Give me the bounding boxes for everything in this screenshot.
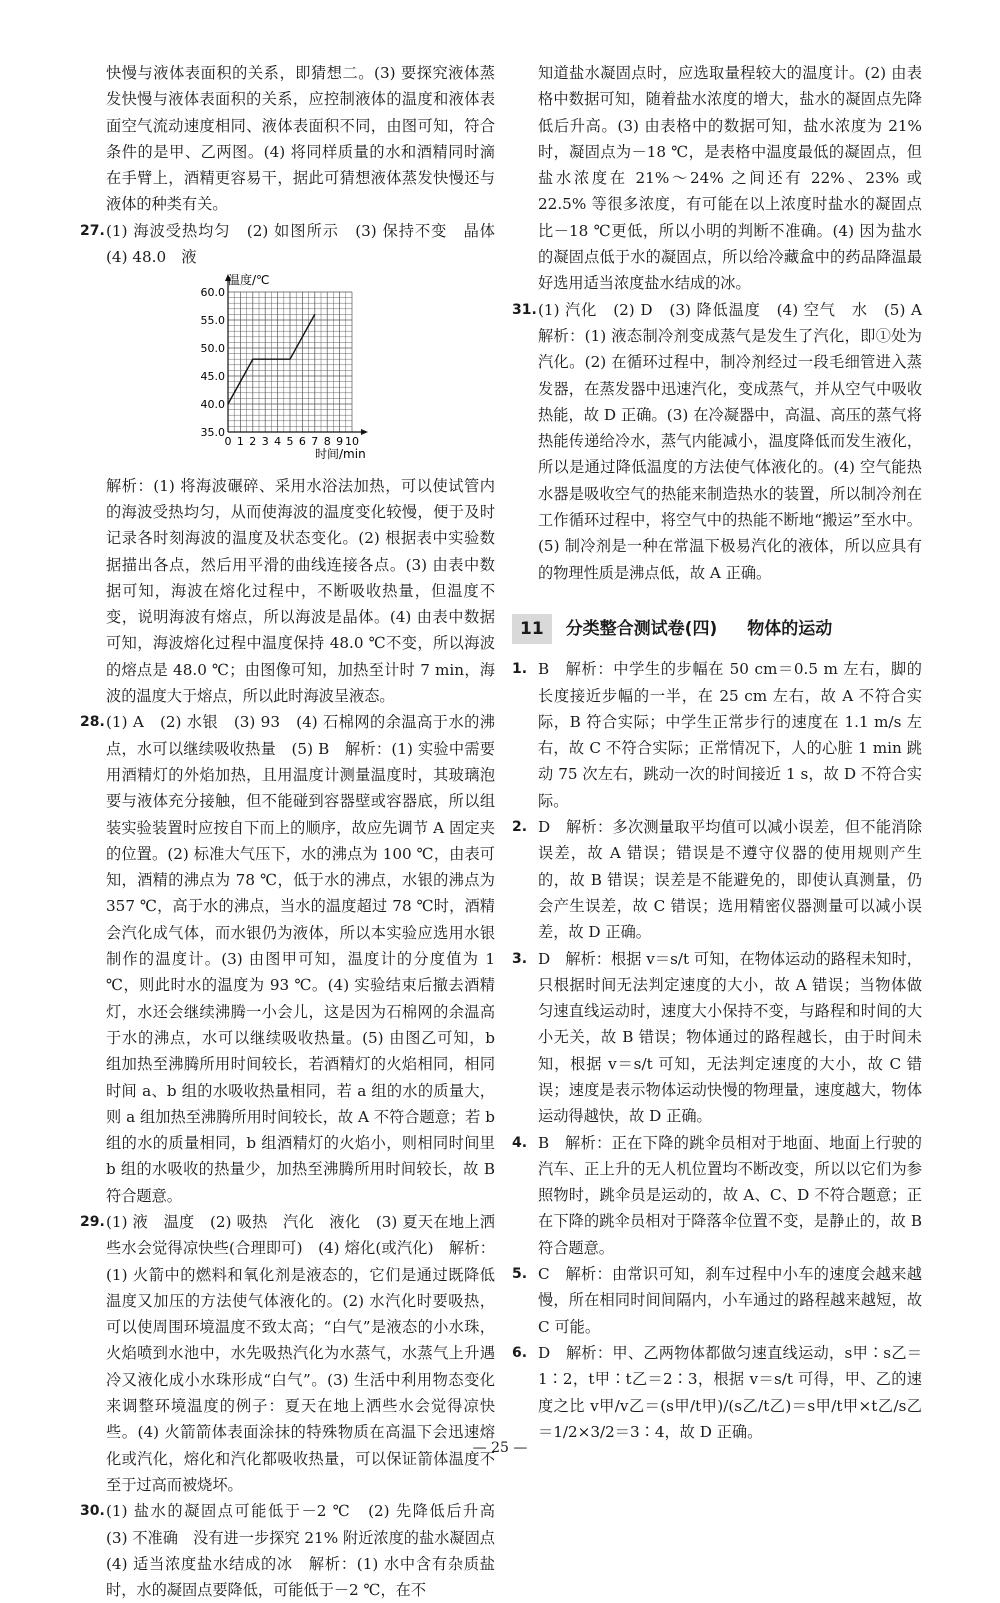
x-tick-label: 7 <box>311 435 318 448</box>
x-tick-label: 8 <box>324 435 331 448</box>
q26-continuation: 快慢与液体表面积的关系，即猜想二。(3) 要探究液体蒸发快慢与液体表面积的关系，应控制液体的温度和液体表面空气流动速度相同、液体表面积不同，由图可知，符合条件的是甲、乙两图。(4) 将同样质量的水和酒精同时滴在手臂上，酒精更容易干，据此可猜想液体蒸发快慢还与液体的种类有关。 <box>80 60 495 218</box>
x-tick-label: 1 <box>237 435 244 448</box>
answer-text: (1) A (2) 水银 (3) 93 (4) 石棉网的余温高于水的沸点，水可以继续吸收热量 (5) B 解析：(1) 实验中需要用酒精灯的外焰加热，且用温度计测量温度时，其玻璃泡要与液体充分接触，但不能碰到容器壁或容器底，所以组装实验装置时应按自下而上的顺序，故应先调节 A 固定夹的位置。(2) 标准大气压下，水的沸点为 100 ℃，由表可知，酒精的沸点为 78 ℃，低于水的沸点，水银的沸点为 357 ℃，高于水的沸点，当水的温度超过 78 ℃时，酒精会汽化成气体，而水银仍为液体，所以本实验应选用水银制作的温度计。(3) 由图甲可知，温度计的分度值为 1 ℃，则此时水的温度为 93 ℃。(4) 实验结束后撤去酒精灯，水还会继续沸腾一小会儿，这是因为石棉网的余温高于水的沸点，水可以继续吸收热量。(5) 由图乙可知，b 组加热至沸腾所用时间较长，若酒精灯的火焰相同，相同时间 a、b 组的水吸收热量相同，若 a 组的水的质量大，则 a 组加热至沸腾所用时间较长，故 A 不符合题意；若 b 组的水的质量相同，b 组酒精灯的火焰小，则相同时间里 b 组的水吸收的热量少，加热至沸腾所用时间较长，故 B 符合题意。 <box>106 709 495 1209</box>
question-number: 30. <box>80 1498 106 1603</box>
y-tick-label: 55.0 <box>201 314 226 327</box>
answer-text: D 解析：根据 v＝s/t 可知，在物体运动的路程未知时，只根据时间无法判定速度的大小，故 A 错误；当物体做匀速直线运动时，速度大小保持不变，与路程和时间的大小无关，故 B 错误；物体通过的路程越长，由于时间未知，根据 v＝s/t 可知，无法判定速度的大小，故 C 错误；速度是表示物体运动快慢的物理量，速度越大，物体运动得越快，故 D 正确。 <box>538 946 922 1130</box>
question-6 <box>512 1340 922 1445</box>
question-4 <box>512 1130 922 1261</box>
question-number: 29. <box>80 1209 106 1498</box>
question-5 <box>512 1261 922 1340</box>
question-28 <box>80 709 495 1209</box>
y-tick-label: 40.0 <box>201 398 226 411</box>
question-number: 27. <box>80 218 106 271</box>
x-tick-label: 10 <box>345 435 359 448</box>
x-tick-label: 0 <box>225 435 232 448</box>
question-2 <box>512 814 922 945</box>
answer-text: C 解析：由常识可知，刹车过程中小车的速度会越来越慢，所在相同时间间隔内，小车通过的路程越来越短，故 C 可能。 <box>538 1261 922 1340</box>
y-tick-label: 45.0 <box>201 370 226 383</box>
x-tick-label: 5 <box>287 435 294 448</box>
question-3 <box>512 946 922 1130</box>
question-number: 4. <box>512 1130 538 1261</box>
question-number: 2. <box>512 814 538 945</box>
left-column <box>80 60 495 1603</box>
answer-text: (1) 海波受热均匀 (2) 如图所示 (3) 保持不变 晶体 (4) 48.0 液 <box>106 218 495 271</box>
right-column <box>512 60 922 1445</box>
x-axis-arrow <box>361 429 368 435</box>
answer-text: B 解析：正在下降的跳伞员相对于地面、地面上行驶的汽车、正上升的无人机位置均不断改变，所以以它们为参照物时，跳伞员是运动的，故 A、C、D 不符合题意；正在下降的跳伞员相对于降落伞位置不变，是静止的，故 B 符合题意。 <box>538 1130 922 1261</box>
question-number: 28. <box>80 709 106 1209</box>
x-tick-label: 6 <box>299 435 306 448</box>
question-30 <box>80 1498 495 1603</box>
y-tick-label: 35.0 <box>201 426 226 439</box>
y-tick-label: 50.0 <box>201 342 226 355</box>
question-number: 6. <box>512 1340 538 1445</box>
section-title: 分类整合测试卷(四) <box>566 616 718 642</box>
answer-text: D 解析：甲、乙两物体都做匀速直线运动，s甲∶s乙＝1∶2，t甲∶t乙＝2∶3，根据 v＝s/t 可得，甲、乙的速度之比 v甲/v乙＝(s甲/t甲)/(s乙/t乙)＝s甲/t甲×t乙/s乙＝1/2×3/2＝3∶4，故 D 正确。 <box>538 1340 922 1445</box>
x-tick-label: 2 <box>249 435 256 448</box>
q30-continuation: 知道盐水凝固点时，应选取量程较大的温度计。(2) 由表格中数据可知，随着盐水浓度的增大，盐水的凝固点先降低后升高。(3) 由表格中的数据可知，盐水浓度为 21% 时，凝固点为－18 ℃，是表格中温度最低的凝固点，但盐水浓度在 21%～24% 之间还有 22%、23% 或 22.5% 等很多浓度，有可能在以上浓度时盐水的凝固点比－18 ℃更低，所以小明的判断不准确。(4) 因为盐水的凝固点低于水的凝固点，所以给冷藏盒中的药品降温最好选用适当浓度盐水结成的冰。 <box>512 60 922 297</box>
chart-container <box>80 272 495 470</box>
question-27 <box>80 218 495 271</box>
answer-text: B 解析：中学生的步幅在 50 cm＝0.5 m 左右，脚的长度接近步幅的一半，在 25 cm 左右，故 A 不符合实际，B 符合实际；中学生正常步行的速度在 1.1 m/s 左右，故 C 不符合实际；正常情况下，人的心脏 1 min 跳动 75 次左右，跳动一次的时间接近 1 s，故 D 不符合实际。 <box>538 656 922 814</box>
section-header <box>512 614 922 644</box>
x-axis-label: 时间/min <box>315 446 366 461</box>
page-number: — 25 — <box>0 1440 1000 1456</box>
y-axis-label: 温度/℃ <box>228 272 270 287</box>
question-number: 1. <box>512 656 538 814</box>
answer-text: (1) 液 温度 (2) 吸热 汽化 液化 (3) 夏天在地上洒些水会觉得凉快些(合理即可) (4) 熔化(或汽化) 解析：(1) 火箭中的燃料和氧化剂是液态的，它们是通过既降低温度又加压的方法使气体液化的。(2) 水汽化时要吸热，可以使周围环境温度不致太高；“白气”是液态的小水珠，火焰喷到水池中，水先吸热汽化为水蒸气，水蒸气上升遇冷又液化成小水珠形成“白气”。(3) 生活中利用物态变化来调整环境温度的例子：夏天在地上洒些水会觉得凉快些。(4) 火箭箭体表面涂抹的特殊物质在高温下会迅速熔化或汽化，熔化和汽化都吸收热量，可以保证箭体温度不至于过高而被烧坏。 <box>106 1209 495 1498</box>
x-tick-label: 4 <box>274 435 281 448</box>
section-number: 11 <box>512 614 552 644</box>
answer-text: (1) 汽化 (2) D (3) 降低温度 (4) 空气 水 (5) A 解析：(1) 液态制冷剂变成蒸气是发生了汽化，即①处为汽化。(2) 在循环过程中，制冷剂经过一段毛细管进入蒸发器，在蒸发器中迅速汽化，变成蒸气，并从空气中吸收热能，故 D 正确。(3) 在冷凝器中，高温、高压的蒸气将热能传递给冷水，蒸气内能减小，温度降低而发生液化，所以是通过降低温度的方法使气体液化的。(4) 空气能热水器是吸收空气的热能来制造热水的装置，所以制冷剂在工作循环过程中，将空气中的热能不断地“搬运”至水中。(5) 制冷剂是一种在常温下极易汽化的液体，所以应具有的物理性质是沸点低，故 A 正确。 <box>538 297 922 586</box>
q27-analysis: 解析：(1) 将海波碾碎、采用水浴法加热，可以使试管内的海波受热均匀，从而使海波的温度变化较慢，便于及时记录各时刻海波的温度及状态变化。(2) 根据表中实验数据描出各点，然后用平滑的曲线连接各点。(3) 由表中数据可知，海波在熔化过程中，不断吸收热量，但温度不变，说明海波有熔点，所以海波是晶体。(4) 由表中数据可知，海波熔化过程中温度保持 48.0 ℃不变，所以海波的熔点是 48.0 ℃；由图像可知，加热至计时 7 min，海波的温度大于熔点，所以此时海波呈液态。 <box>80 473 495 710</box>
answer-text: (1) 盐水的凝固点可能低于－2 ℃ (2) 先降低后升高 (3) 不准确 没有进一步探究 21% 附近浓度的盐水凝固点 (4) 适当浓度盐水结成的冰 解析：(1) 水中含有杂质盐时，水的凝固点要降低，可能低于－2 ℃，在不 <box>106 1498 495 1603</box>
question-31 <box>512 297 922 586</box>
x-tick-label: 3 <box>262 435 269 448</box>
x-tick-label: 9 <box>336 435 343 448</box>
question-number: 5. <box>512 1261 538 1340</box>
y-tick-label: 60.0 <box>201 286 226 299</box>
section-subtitle: 物体的运动 <box>747 616 832 642</box>
question-number: 3. <box>512 946 538 1130</box>
question-1 <box>512 656 922 814</box>
melting-temperature-chart <box>190 272 370 462</box>
answer-text: D 解析：多次测量取平均值可以减小误差，但不能消除误差，故 A 错误；错误是不遵守仪器的使用规则产生的，故 B 错误；误差是不能避免的，即使认真测量，仍会产生误差，故 C 错误；选用精密仪器测量可以减小误差，故 D 正确。 <box>538 814 922 945</box>
question-number: 31. <box>512 297 538 586</box>
